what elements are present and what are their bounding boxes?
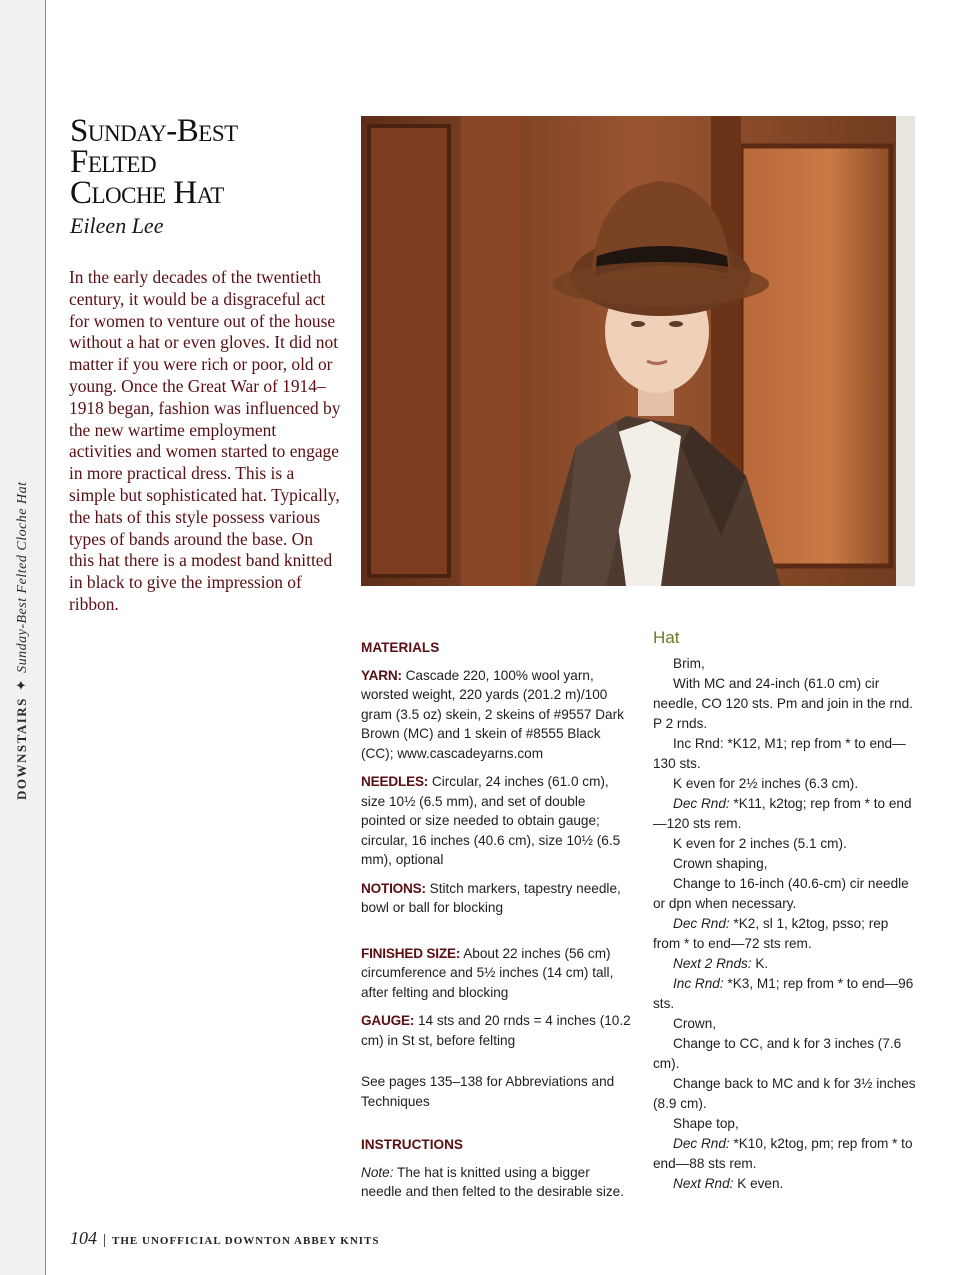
title-line-2: Felted: [70, 144, 157, 180]
model-photo-illustration: [361, 116, 915, 586]
inc-round-1: Inc Rnd: *K12, M1; rep from * to end—130 sts.: [653, 736, 906, 771]
yarn-label: YARN:: [361, 667, 402, 683]
note-text: The hat is knitted using a bigger needle and then felted to the desirable size.: [361, 1164, 625, 1199]
running-head-section: DOWNSTAIRS: [14, 697, 29, 800]
hat-instructions-column: [653, 628, 917, 1194]
next-2-rounds-label: Next 2 Rnds:: [673, 956, 752, 971]
book-title: THE UNOFFICIAL DOWNTON ABBEY KNITS: [112, 1235, 380, 1247]
materials-heading: MATERIALS: [361, 640, 440, 655]
footer-separator: |: [103, 1232, 107, 1248]
notions-entry: [361, 879, 633, 918]
next-round-text: K even.: [733, 1176, 784, 1191]
crown-shaping-heading: Crown shaping,: [673, 856, 768, 871]
author-byline: Eileen Lee: [70, 213, 164, 238]
dec-round-1-label: Dec Rnd:: [673, 796, 730, 811]
next-2-rounds: [653, 954, 917, 974]
dec-round-3-label: Dec Rnd:: [673, 1136, 730, 1151]
next-round-label: Next Rnd:: [673, 1176, 734, 1191]
dec-round-1-text: *K11, k2tog; rep from * to end—120 sts rem.: [653, 796, 912, 831]
yarn-text: Cascade 220, 100% wool yarn, worsted weight, 220 yards (201.2 m)/100 gram (3.5 oz) skein, 2 skeins of #9557 Dark Brown (MC) and 1 skein of #8555 Black (CC); www.cascadeyarns.com: [361, 667, 624, 761]
see-pages-note: See pages 135–138 for Abbreviations and Techniques: [361, 1074, 615, 1109]
finished-size-entry: [361, 944, 633, 1003]
finished-size-label: FINISHED SIZE:: [361, 945, 461, 961]
inc-round-2-text: *K3, M1; rep from * to end—96 sts.: [653, 976, 914, 1011]
dec-round-2: [653, 914, 917, 954]
dec-round-1: [653, 794, 917, 834]
brim-heading: Brim,: [673, 656, 705, 671]
shape-top-heading: Shape top,: [673, 1116, 739, 1131]
page-number: 104: [70, 1228, 97, 1248]
finished-size-text: About 22 inches (56 cm) circumference and 5½ inches (14 cm) tall, after felting and blocking: [361, 945, 614, 1000]
next-2-rounds-text: K.: [751, 956, 769, 971]
next-round: [653, 1174, 917, 1194]
instructions-heading: INSTRUCTIONS: [361, 1137, 463, 1152]
brim-cast-on: With MC and 24-inch (61.0 cm) cir needle, CO 120 sts. Pm and join in the rnd. P 2 rnds.: [653, 676, 913, 731]
running-head: [14, 481, 31, 800]
inc-round-2-label: Inc Rnd:: [673, 976, 724, 991]
gutter-rule: [45, 0, 46, 1275]
yarn-entry: [361, 666, 633, 764]
notions-text: Stitch markers, tapestry needle, bowl or ball for blocking: [361, 880, 621, 915]
dec-round-2-text: *K2, sl 1, k2tog, psso; rep from * to end—72 sts rem.: [653, 916, 889, 951]
running-head-separator: ✦: [15, 678, 30, 692]
hat-heading: Hat: [653, 628, 680, 647]
running-head-topic: Sunday-Best Felted Cloche Hat: [15, 481, 30, 673]
pattern-title: [70, 113, 238, 211]
change-to-cc: Change to CC, and k for 3 inches (7.6 cm).: [653, 1036, 902, 1071]
k-even-1: K even for 2½ inches (6.3 cm).: [673, 776, 859, 791]
crown-heading: Crown,: [673, 1016, 717, 1031]
instructions-note: [361, 1163, 633, 1202]
intro-paragraph: In the early decades of the twentieth century, it would be a disgraceful act for women to venture out of the house without a hat or even gloves. It did not matter if you were rich or poor, old or young. Once the Great War of 1914–1918 began, fashion was influenced by the new wartime employment activities and women started to engage in more practical dress. This is a simple but sophisticated hat. Typically, the hats of this style possess various types of bands around the base. On this hat there is a modest band knitted in black to give the impression of ribbon.: [69, 267, 341, 614]
materials-column: [361, 638, 633, 1211]
needles-entry: [361, 772, 633, 870]
dec-round-2-label: Dec Rnd:: [673, 916, 730, 931]
needles-text: Circular, 24 inches (61.0 cm), size 10½ (6.5 mm), and set of double pointed or size needed to obtain gauge; circular, 16 inches (40.6 cm), size 10½ (6.5 mm), optional: [361, 774, 621, 867]
gauge-label: GAUGE:: [361, 1013, 415, 1028]
page-footer: [70, 1228, 380, 1249]
title-line-3: Cloche Hat: [70, 175, 224, 211]
model-photo: [361, 116, 915, 586]
k-even-2: K even for 2 inches (5.1 cm).: [673, 836, 847, 851]
dec-round-3: [653, 1134, 917, 1174]
needles-label: NEEDLES:: [361, 774, 429, 789]
note-label: Note:: [361, 1164, 394, 1180]
notions-label: NOTIONS:: [361, 880, 426, 896]
gauge-entry: [361, 1011, 633, 1050]
dec-round-3-text: *K10, k2tog, pm; rep from * to end—88 sts rem.: [653, 1136, 913, 1171]
change-needle: Change to 16-inch (40.6-cm) cir needle or dpn when necessary.: [653, 876, 909, 911]
gauge-text: 14 sts and 20 rnds = 4 inches (10.2 cm) in St st, before felting: [361, 1013, 631, 1048]
change-back-mc: Change back to MC and k for 3½ inches (8.9 cm).: [653, 1076, 916, 1111]
title-line-1: Sunday-Best: [70, 113, 238, 149]
inc-round-2: [653, 974, 917, 1014]
